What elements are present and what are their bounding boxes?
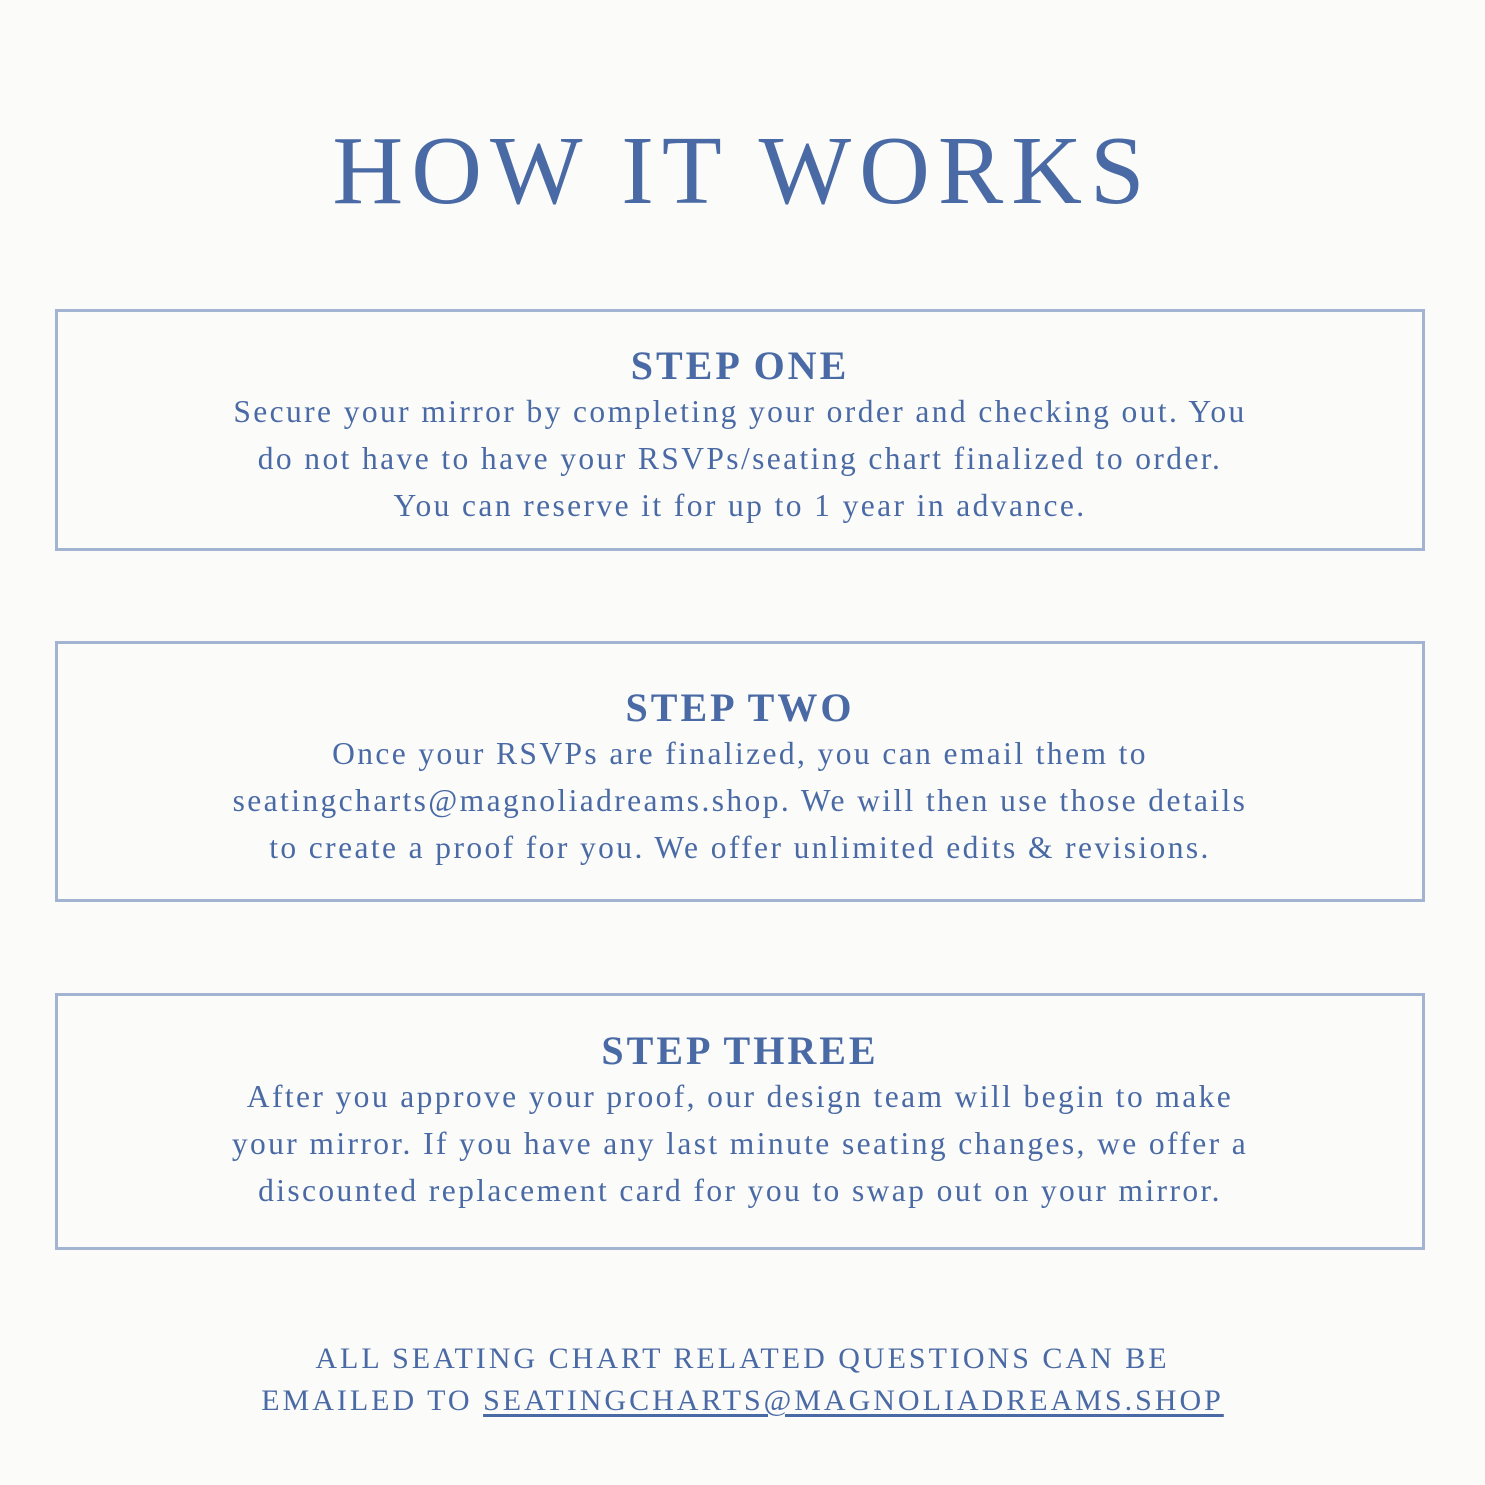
step-one-line: Secure your mirror by completing your order and checking out. You [233, 394, 1247, 429]
step-three-line: discounted replacement card for you to swap out on your mirror. [258, 1173, 1222, 1208]
step-two-card [55, 641, 1425, 902]
step-one-line: do not have to have your RSVPs/seating chart finalized to order. [257, 441, 1223, 476]
step-one-heading: STEP ONE [630, 343, 850, 388]
step-one-line: You can reserve it for up to 1 year in advance. [393, 488, 1087, 523]
step-three-heading: STEP THREE [601, 1028, 879, 1073]
contact-email-link[interactable]: SEATINGCHARTS@MAGNOLIADREAMS.SHOP [483, 1384, 1224, 1417]
step-two-line: Once your RSVPs are finalized, you can email them to [332, 736, 1148, 771]
step-two-description [58, 730, 1422, 871]
footer-prefix: EMAILED TO [261, 1384, 484, 1417]
step-two-line: to create a proof for you. We offer unlimited edits & revisions. [269, 830, 1211, 865]
step-two-line: seatingcharts@magnoliadreams.shop. We will then use those details [232, 783, 1248, 818]
footer-line-1: ALL SEATING CHART RELATED QUESTIONS CAN BE [315, 1342, 1170, 1375]
step-one-card [55, 309, 1425, 551]
step-three-line: After you approve your proof, our design team will begin to make [246, 1079, 1234, 1114]
footer-line-2 [0, 1380, 1485, 1422]
step-one-description [58, 388, 1422, 529]
step-three-description [58, 1073, 1422, 1214]
contact-footer [0, 1338, 1485, 1422]
step-two-heading: STEP TWO [625, 685, 855, 730]
page-title: HOW IT WORKS [332, 117, 1153, 225]
step-three-card [55, 993, 1425, 1250]
step-three-line: your mirror. If you have any last minute seating changes, we offer a [231, 1126, 1249, 1161]
